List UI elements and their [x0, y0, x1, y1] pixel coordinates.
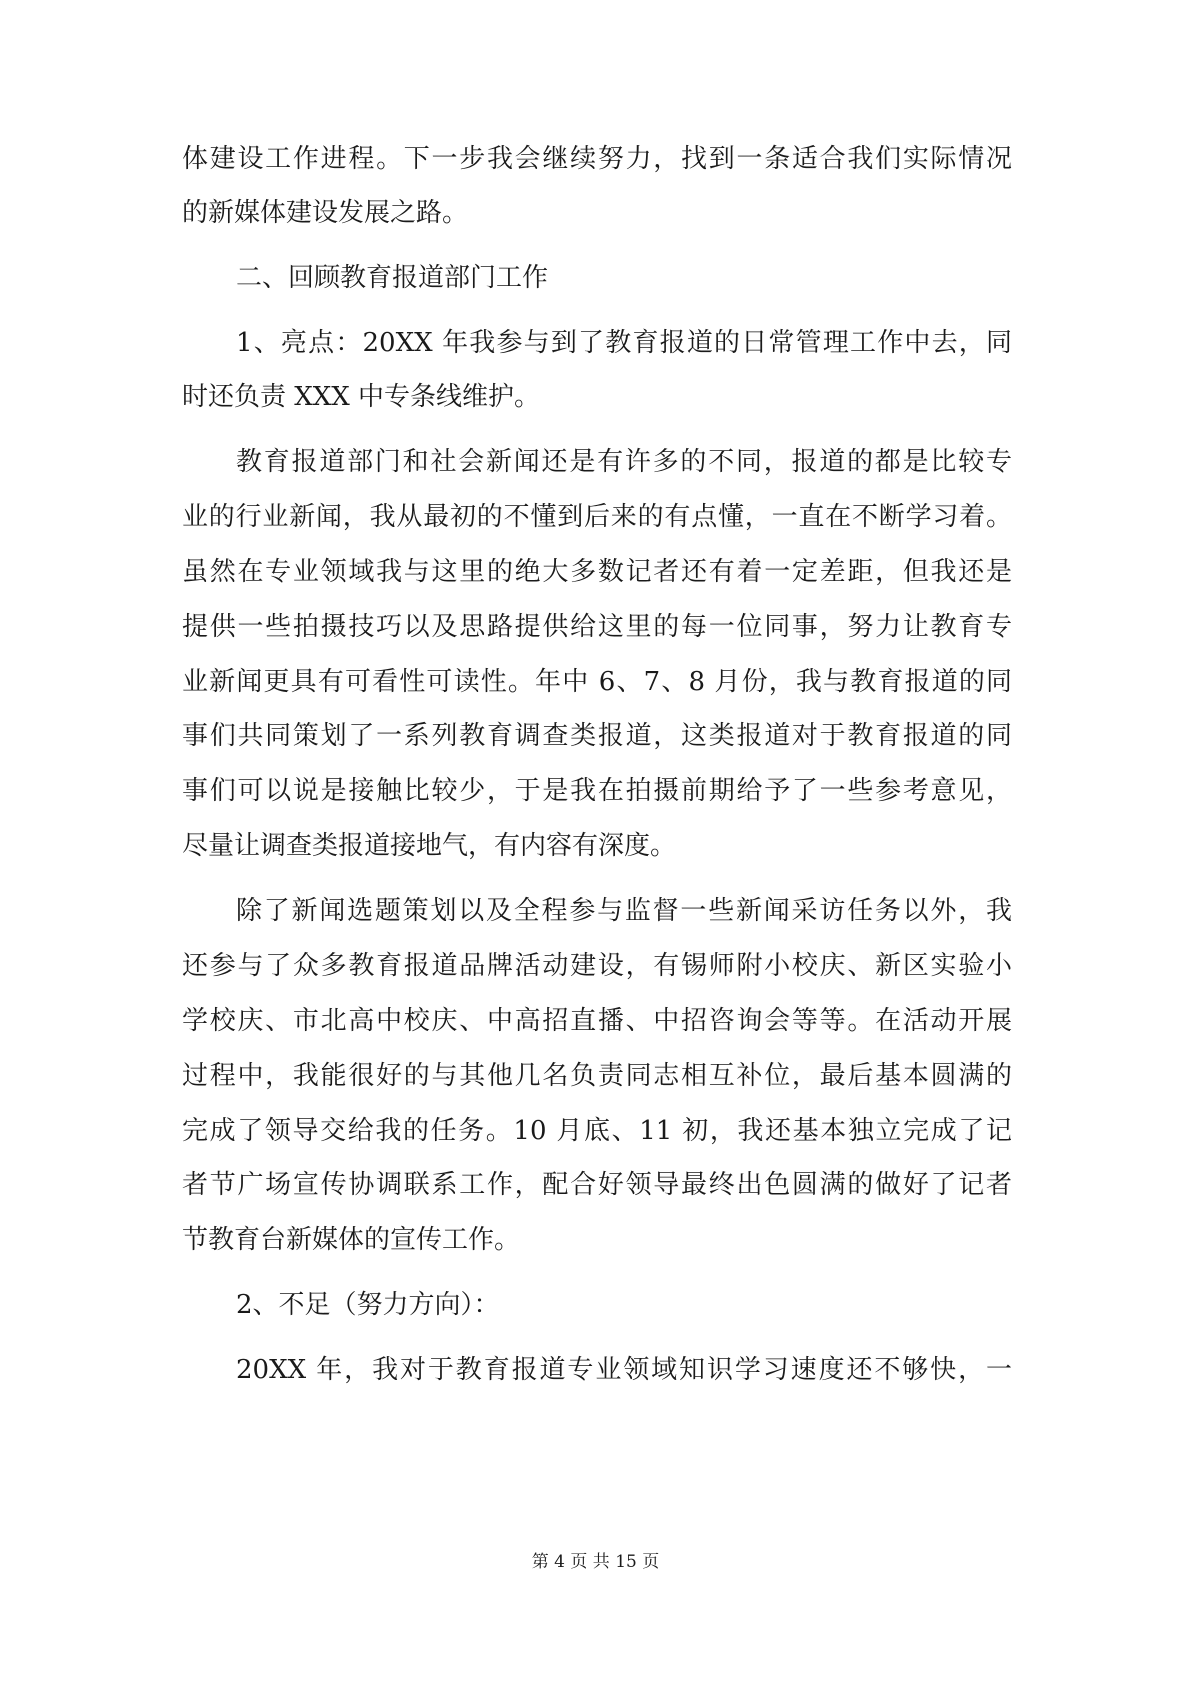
paragraph-line: 的新媒体建设发展之路。 [182, 198, 469, 228]
section-heading: 二、回顾教育报道部门工作 [236, 263, 549, 293]
paragraph-line: 时还负责 XXX 中专条线维护。 [182, 382, 541, 412]
paragraph-line: 节教育台新媒体的宣传工作。 [182, 1225, 521, 1255]
paragraph-line: 除了新闻选题策划以及全程参与监督一些新闻采访任务以外，我 [236, 896, 1012, 926]
paragraph-line: 业的行业新闻，我从最初的不懂到后来的有点懂，一直在不断学习着。 [182, 502, 1012, 532]
paragraph-line: 1、亮点：20XX 年我参与到了教育报道的日常管理工作中去，同 [236, 328, 1012, 358]
paragraph-line: 20XX 年，我对于教育报道专业领域知识学习速度还不够快，一 [236, 1355, 1012, 1385]
page-number-footer: 第 4 页 共 15 页 [531, 1552, 660, 1572]
paragraph-line: 事们共同策划了一系列教育调查类报道，这类报道对于教育报道的同 [182, 721, 1012, 751]
paragraph-line: 完成了领导交给我的任务。10 月底、11 初，我还基本独立完成了记 [182, 1116, 1012, 1146]
section-heading: 2、不足（努力方向）： [236, 1290, 500, 1320]
paragraph-line: 过程中，我能很好的与其他几名负责同志相互补位，最后基本圆满的 [182, 1061, 1012, 1091]
paragraph-line: 教育报道部门和社会新闻还是有许多的不同，报道的都是比较专 [236, 447, 1012, 477]
paragraph-line: 学校庆、市北高中校庆、中高招直播、中招咨询会等等。在活动开展 [182, 1006, 1012, 1036]
paragraph-line: 事们可以说是接触比较少，于是我在拍摄前期给予了一些参考意见， [182, 776, 1012, 806]
paragraph-line: 虽然在专业领域我与这里的绝大多数记者还有着一定差距，但我还是 [182, 557, 1012, 587]
paragraph-line: 还参与了众多教育报道品牌活动建设，有锡师附小校庆、新区实验小 [182, 951, 1012, 981]
paragraph-line: 业新闻更具有可看性可读性。年中 6、7、8 月份，我与教育报道的同 [182, 667, 1012, 697]
paragraph-line: 体建设工作进程。下一步我会继续努力，找到一条适合我们实际情况 [182, 144, 1012, 174]
paragraph-line: 提供一些拍摄技巧以及思路提供给这里的每一位同事，努力让教育专 [182, 612, 1012, 642]
paragraph-line: 尽量让调查类报道接地气，有内容有深度。 [182, 831, 677, 861]
paragraph-line: 者节广场宣传协调联系工作，配合好领导最终出色圆满的做好了记者 [182, 1170, 1012, 1200]
